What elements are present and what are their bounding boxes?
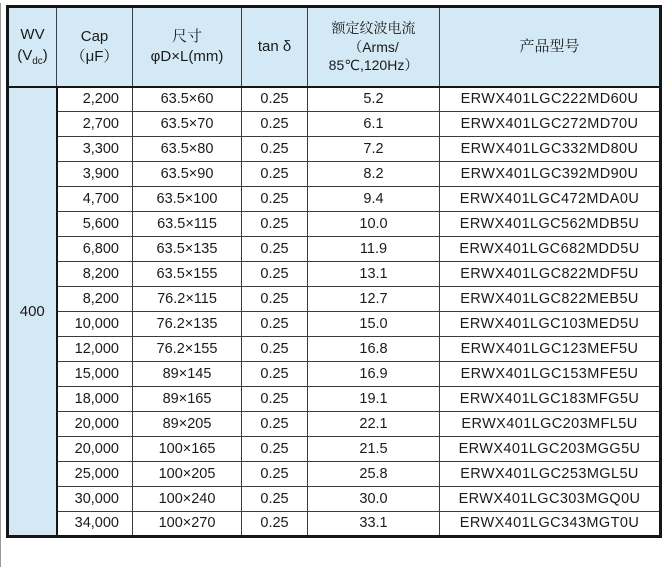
tan-delta-cell: 0.25 [242,312,308,337]
tan-delta-cell: 0.25 [242,287,308,312]
ripple-current-cell: 9.4 [308,187,440,212]
cap-cell: 5,600 [57,212,133,237]
tan-delta-cell: 0.25 [242,412,308,437]
cap-cell: 4,700 [57,187,133,212]
ripple-current-cell: 30.0 [308,487,440,512]
ripple-current-cell: 15.0 [308,312,440,337]
size-header-line1: 尺寸 [171,27,202,45]
ripple-current-cell: 25.8 [308,462,440,487]
ripple-header-line1: 额定纹波电流 [331,20,416,37]
table-row [8,487,661,512]
col-header-size [133,7,242,87]
size-cell: 63.5×100 [133,187,242,212]
part-number-cell: ERWX401LGC822MDF5U [440,262,661,287]
ripple-current-cell: 22.1 [308,412,440,437]
ripple-current-cell: 7.2 [308,137,440,162]
ripple-current-cell: 16.9 [308,362,440,387]
tan-delta-cell: 0.25 [242,487,308,512]
wv-value-cell: 400 [8,87,57,537]
ripple-current-cell: 13.1 [308,262,440,287]
wv-header-line1: WV [20,26,45,44]
size-cell: 100×270 [133,512,242,537]
page-edge-line [0,3,1,567]
col-header-part-number: 产品型号 [440,7,661,87]
part-number-cell: ERWX401LGC562MDB5U [440,212,661,237]
cap-cell: 2,200 [57,87,133,112]
size-cell: 63.5×80 [133,137,242,162]
cap-cell: 20,000 [57,412,133,437]
ripple-current-cell: 21.5 [308,437,440,462]
cap-cell: 18,000 [57,387,133,412]
tan-delta-cell: 0.25 [242,362,308,387]
cap-header-line1: Cap [80,27,109,45]
tan-delta-cell: 0.25 [242,87,308,112]
table-row [8,137,661,162]
tan-delta-cell: 0.25 [242,512,308,537]
part-number-cell: ERWX401LGC303MGQ0U [440,487,661,512]
ripple-header-line2: （Arms/ [348,38,399,55]
part-number-cell: ERWX401LGC822MEB5U [440,287,661,312]
size-cell: 100×240 [133,487,242,512]
ripple-current-cell: 16.8 [308,337,440,362]
cap-header-line2: （μF） [70,47,119,65]
size-cell: 63.5×115 [133,212,242,237]
size-cell: 63.5×60 [133,87,242,112]
wv-subscript: dc [32,55,43,67]
part-number-cell: ERWX401LGC272MD70U [440,112,661,137]
ripple-current-cell: 19.1 [308,387,440,412]
part-number-cell: ERWX401LGC222MD60U [440,87,661,112]
tan-delta-cell: 0.25 [242,387,308,412]
cap-cell: 34,000 [57,512,133,537]
cap-cell: 3,300 [57,137,133,162]
size-cell: 76.2×135 [133,312,242,337]
table-header [8,7,661,87]
wv-paren-open: (V [17,46,33,64]
table-row [8,437,661,462]
size-cell: 89×165 [133,387,242,412]
cap-cell: 25,000 [57,462,133,487]
cap-cell: 30,000 [57,487,133,512]
header-row [8,7,661,87]
table-body [8,87,661,537]
cap-cell: 6,800 [57,237,133,262]
table-row [8,162,661,187]
table-row [8,362,661,387]
tan-delta-cell: 0.25 [242,187,308,212]
wv-paren-close: ) [42,46,48,64]
size-cell: 76.2×115 [133,287,242,312]
cap-cell: 8,200 [57,287,133,312]
table-row [8,237,661,262]
cap-cell: 15,000 [57,362,133,387]
ripple-current-cell: 11.9 [308,237,440,262]
cap-cell: 2,700 [57,112,133,137]
part-number-cell: ERWX401LGC203MFL5U [440,412,661,437]
table-row [8,462,661,487]
part-number-cell: ERWX401LGC332MD80U [440,137,661,162]
cap-cell: 12,000 [57,337,133,362]
col-header-ripple-current [308,7,440,87]
table-row [8,287,661,312]
ripple-header-line3: 85℃,120Hz） [328,56,419,73]
ripple-current-cell: 6.1 [308,112,440,137]
size-cell: 100×165 [133,437,242,462]
size-cell: 100×205 [133,462,242,487]
size-cell: 63.5×135 [133,237,242,262]
cap-cell: 20,000 [57,437,133,462]
part-number-cell: ERWX401LGC103MED5U [440,312,661,337]
size-cell: 63.5×155 [133,262,242,287]
ripple-current-cell: 12.7 [308,287,440,312]
part-number-cell: ERWX401LGC123MEF5U [440,337,661,362]
tan-delta-cell: 0.25 [242,137,308,162]
table-row [8,212,661,237]
size-cell: 63.5×90 [133,162,242,187]
wv-header-line2 [9,46,56,69]
size-header-line2: φD×L(mm) [150,47,224,65]
cap-cell: 10,000 [57,312,133,337]
size-cell: 63.5×70 [133,112,242,137]
table-row [8,387,661,412]
ripple-current-cell: 10.0 [308,212,440,237]
table-row [8,312,661,337]
tan-delta-cell: 0.25 [242,262,308,287]
tan-delta-cell: 0.25 [242,437,308,462]
cap-cell: 3,900 [57,162,133,187]
part-number-cell: ERWX401LGC183MFG5U [440,387,661,412]
ripple-current-cell: 5.2 [308,87,440,112]
tan-delta-cell: 0.25 [242,462,308,487]
capacitor-spec-table [6,5,662,538]
table-row [8,112,661,137]
table-row [8,512,661,537]
tan-delta-cell: 0.25 [242,162,308,187]
size-cell: 89×205 [133,412,242,437]
table-row [8,337,661,362]
part-number-cell: ERWX401LGC203MGG5U [440,437,661,462]
part-number-cell: ERWX401LGC253MGL5U [440,462,661,487]
table-row [8,87,661,112]
table-row [8,412,661,437]
tan-delta-cell: 0.25 [242,112,308,137]
size-cell: 89×145 [133,362,242,387]
table-row [8,262,661,287]
col-header-wv [8,7,57,87]
part-number-cell: ERWX401LGC343MGT0U [440,512,661,537]
table-row [8,187,661,212]
tan-delta-cell: 0.25 [242,212,308,237]
tan-delta-cell: 0.25 [242,237,308,262]
tan-delta-cell: 0.25 [242,337,308,362]
part-number-cell: ERWX401LGC153MFE5U [440,362,661,387]
size-cell: 76.2×155 [133,337,242,362]
part-number-cell: ERWX401LGC392MD90U [440,162,661,187]
ripple-current-cell: 8.2 [308,162,440,187]
col-header-tan-delta: tan δ [242,7,308,87]
part-number-cell: ERWX401LGC472MDA0U [440,187,661,212]
ripple-current-cell: 33.1 [308,512,440,537]
part-number-cell: ERWX401LGC682MDD5U [440,237,661,262]
cap-cell: 8,200 [57,262,133,287]
col-header-cap [57,7,133,87]
